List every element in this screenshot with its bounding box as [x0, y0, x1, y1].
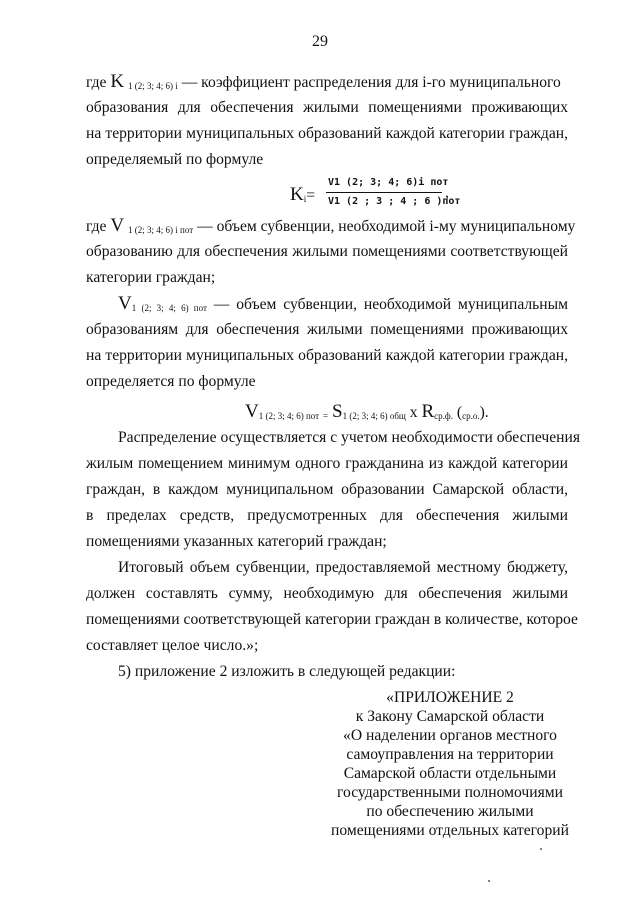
- subscript: 1 (2; 3; 4; 6) общ: [342, 411, 406, 421]
- paragraph-5-line-3: помещениями соответствующей категории граждан в количестве, которое: [86, 611, 578, 628]
- symbol-v: V: [118, 293, 132, 314]
- subscript: 1 (2; 3; 4; 6) пот: [258, 411, 320, 421]
- paragraph-1-line-2: образования для обеспечения жилыми помещениями проживающих: [86, 99, 568, 116]
- symbol-k: K: [110, 71, 125, 92]
- text: где: [86, 74, 107, 91]
- formula-lhs: [290, 184, 315, 206]
- subscript: 1 (2; 3; 4; 6) i пот: [128, 225, 194, 235]
- paren-open: (: [456, 404, 463, 421]
- paragraph-5-line-4: составляет целое число.»;: [86, 637, 259, 654]
- symbol-v: V: [245, 401, 259, 422]
- paragraph-2-line-2: образованию для обеспечения жилыми помещениями соответствующей: [86, 243, 568, 260]
- paragraph-6-line-1: 5) приложение 2 изложить в следующей редакции:: [118, 663, 456, 680]
- formula-v-pot: [245, 401, 489, 423]
- paragraph-1-line-4: определяемый по формуле: [86, 151, 264, 168]
- text: — объем субвенции, необходимой i-му муниципальному: [197, 218, 576, 235]
- text: — объем субвенции, необходимой муниципальным: [213, 296, 568, 313]
- paragraph-4-line-1: Распределение осуществляется с учетом необходимости обеспечения: [118, 429, 581, 446]
- multiply-sign: x: [409, 404, 418, 421]
- paragraph-3-line-3: на территории муниципальных образований каждой категории граждан,: [86, 347, 568, 364]
- scan-speck: [540, 848, 542, 850]
- symbol-r: R: [421, 401, 435, 422]
- paragraph-3-line-2: образованиям для обеспечения жилыми помещениями проживающих: [86, 321, 568, 338]
- paragraph-5-line-1: Итоговый объем субвенции, предоставляемой местному бюджету,: [118, 559, 568, 576]
- subscript: ср.ф.: [434, 411, 453, 421]
- symbol-k: K: [290, 184, 304, 205]
- paragraph-2-line-3: категории граждан;: [86, 269, 216, 286]
- equals-sign: =: [306, 187, 316, 204]
- subscript: i: [303, 194, 307, 204]
- equals-sign: =: [323, 411, 329, 421]
- paragraph-4-line-4: в пределах средств, предусмотренных для обеспечения жилыми: [86, 507, 568, 524]
- appendix-title: «ПРИЛОЖЕНИЕ 2: [386, 689, 514, 706]
- appendix-line-3: «О наделении органов местного: [343, 727, 557, 744]
- fraction-numerator: V1 (2; 3; 4; 6)i пот: [328, 177, 449, 188]
- appendix-line-2: к Закону Самарской области: [355, 708, 545, 725]
- appendix-line-6: государственными полномочиями: [337, 784, 563, 801]
- paragraph-3-line-1: [118, 294, 568, 318]
- paragraph-3-line-4: определяется по формуле: [86, 373, 256, 390]
- subscript: ср.о.: [462, 411, 480, 421]
- text: где: [86, 218, 107, 235]
- fraction-denominator: V1 (2 ; 3 ; 4 ; 6 )пот: [328, 196, 461, 207]
- subscript: 1 (2; 3; 4; 6) i: [128, 81, 178, 91]
- fraction-bar: [326, 192, 442, 193]
- subscript: 1 (2; 3; 4; 6) пот: [131, 303, 207, 313]
- appendix-line-5: Самарской области отдельными: [343, 765, 557, 782]
- paragraph-2-line-1: [86, 215, 576, 240]
- scan-speck: [488, 880, 490, 882]
- paragraph-1-line-3: на территории муниципальных образований каждой категории граждан,: [86, 125, 568, 142]
- appendix-line-7: по обеспечению жилыми: [366, 803, 534, 820]
- symbol-v: V: [110, 215, 125, 236]
- paragraph-4-line-3: граждан, в каждом муниципальном образовании Самарской области,: [86, 481, 568, 498]
- appendix-line-4: самоуправления на территории: [346, 746, 554, 763]
- symbol-s: S: [332, 401, 343, 422]
- paragraph-1-line-1: [86, 72, 568, 96]
- paragraph-4-line-5: помещениями указанных категорий граждан;: [86, 533, 387, 550]
- comma: ,: [445, 184, 449, 201]
- appendix-line-8: помещениями отдельных категорий: [331, 822, 569, 839]
- paren-close: ).: [479, 404, 489, 421]
- paragraph-5-line-2: должен составлять сумму, необходимую для обеспечения жилыми: [86, 585, 568, 602]
- page-number: 29: [312, 33, 328, 50]
- text: — коэффициент распределения для i-го муниципального: [181, 74, 561, 91]
- paragraph-4-line-2: жилым помещением минимум одного гражданина из каждой категории: [86, 455, 568, 472]
